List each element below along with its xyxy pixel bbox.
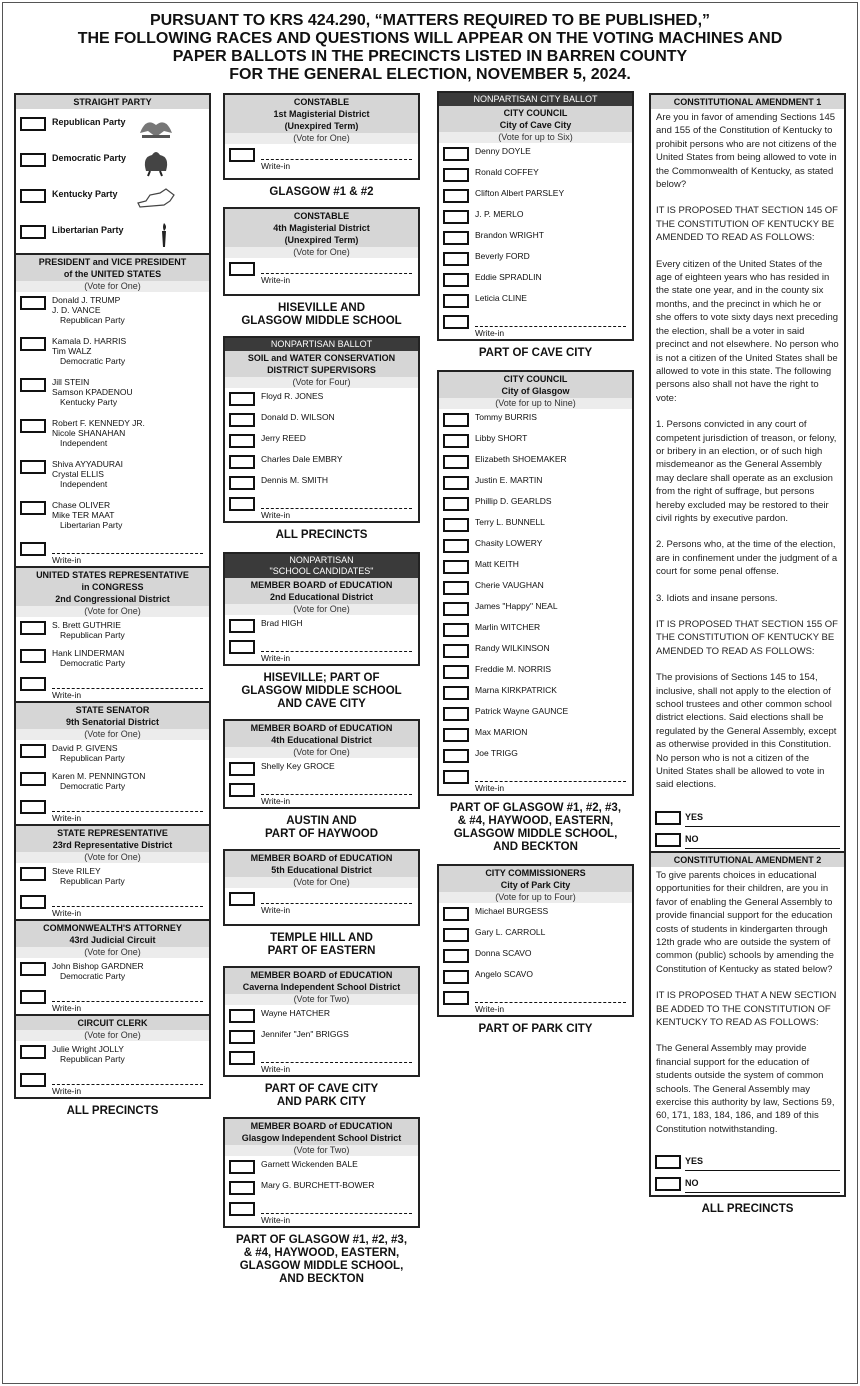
candidate-row: Freddie M. NORRIS bbox=[439, 661, 632, 682]
precinct-footer: HISEVILLE AND GLASGOW MIDDLE SCHOOL bbox=[241, 302, 402, 327]
write-in-row: Write-in bbox=[225, 636, 418, 664]
checkbox[interactable] bbox=[443, 749, 469, 763]
amendment-paragraph: Every citizen of the United States of the age of eighteen years who has resided in the state one year, and in the county six months, and the precinct in which he or she offers to vote sixty days next preceding the election, shall be a voter in said precinct and not elsewhere. No person who is not a citizen of the United States shall be allowed to vote in this state. The following persons also shall not have the right to vote: bbox=[656, 258, 839, 404]
candidate-row: Chasity LOWERY bbox=[439, 535, 632, 556]
checkbox[interactable] bbox=[443, 273, 469, 287]
checkbox[interactable] bbox=[443, 497, 469, 511]
candidate-row: J. P. MERLO bbox=[439, 206, 632, 227]
checkbox[interactable] bbox=[229, 455, 255, 469]
caverna-board-box: MEMBER BOARD of EDUCATION Caverna Independent School District (Vote for Two) Wayne HATCHER Jennifer "Jen" BRIGGS Write-in bbox=[223, 966, 420, 1077]
write-in-row: Write-in bbox=[225, 888, 418, 924]
candidate-row: Justin E. MARTIN bbox=[439, 472, 632, 493]
candidate-row: Donald D. WILSON bbox=[225, 409, 418, 430]
checkbox[interactable] bbox=[655, 833, 681, 847]
amendment-2-box bbox=[649, 853, 846, 1197]
checkbox[interactable] bbox=[229, 1009, 255, 1023]
checkbox[interactable] bbox=[443, 623, 469, 637]
candidate-row: Marlin WITCHER bbox=[439, 619, 632, 640]
checkbox[interactable] bbox=[443, 476, 469, 490]
section-header: CONSTABLE 1st Magisterial District (Unexpired Term) bbox=[225, 95, 418, 133]
candidate-row: John Bishop GARDNER Democratic Party bbox=[16, 958, 209, 986]
write-in-row: Write-in bbox=[439, 311, 632, 339]
checkbox[interactable] bbox=[20, 501, 46, 515]
candidate-row: Randy WILKINSON bbox=[439, 640, 632, 661]
candidate-row: Matt KEITH bbox=[439, 556, 632, 577]
checkbox[interactable] bbox=[443, 168, 469, 182]
candidate-row: Libby SHORT bbox=[439, 430, 632, 451]
attorney-box: COMMONWEALTH'S ATTORNEY 43rd Judicial Circuit (Vote for One) John Bishop GARDNER Democratic Party Write-in bbox=[14, 921, 211, 1016]
section-header: CIRCUIT CLERK bbox=[16, 1016, 209, 1030]
party-republican: Republican Party bbox=[16, 109, 209, 145]
amendment-paragraph: The General Assembly may provide financial support for the education of students outside the system of common schools. The General Assembly may exercise this authority by law, Sections 59, 60, 171, 183, 184, 186, and 189 of this Constitution notwithstanding. bbox=[656, 1043, 835, 1135]
nonpartisan-banner: NONPARTISAN "SCHOOL CANDIDATES" bbox=[225, 554, 418, 578]
president-box: PRESIDENT and VICE PRESIDENT of the UNITED STATES (Vote for One) Donald J. TRUMP J. D. VANCE Republican Party Kamala D. HARRIS Tim WALZ Democratic Party Jill STEIN Samson KPADENOU Kentucky Party Robert F. KENNEDY JR. Nicole SHANAHAN Independent Shiva AYYADURAI Crystal ELLIS Independent Chase OLIVER Mike TER MAAT Libertarian Party Write-in bbox=[14, 255, 211, 568]
precinct-footer: PART OF PARK CITY bbox=[478, 1023, 593, 1035]
candidate-row: Jerry REED bbox=[225, 430, 418, 451]
checkbox[interactable] bbox=[229, 1202, 255, 1216]
checkbox[interactable] bbox=[229, 640, 255, 654]
checkbox[interactable] bbox=[443, 210, 469, 224]
checkbox[interactable] bbox=[20, 621, 46, 635]
section-header: CITY COMMISSIONERS City of Park City bbox=[439, 866, 632, 892]
candidate-row: Jill STEIN Samson KPADENOU Kentucky Party bbox=[16, 374, 209, 415]
straight-party-box bbox=[14, 93, 211, 255]
precinct-footer: PART OF CAVE CITY bbox=[478, 347, 593, 359]
checkbox[interactable] bbox=[443, 707, 469, 721]
senator-box: STATE SENATOR 9th Senatorial District (Vote for One) David P. GIVENS Republican Party Karen M. PENNINGTON Democratic Party Write-in bbox=[14, 703, 211, 826]
section-header: MEMBER BOARD of EDUCATION Glasgow Independent School District bbox=[225, 1119, 418, 1145]
write-in-row: Write-in bbox=[16, 1069, 209, 1097]
section-header: STRAIGHT PARTY bbox=[16, 95, 209, 109]
candidate-row: Donna SCAVO bbox=[439, 945, 632, 966]
amendment-paragraph: To give parents choices in educational opportunities for their children, are you in favor of enabling the General Assembly to provide financial support for the education costs of students in kindergarten through 12th grade who are outside the system of common (public) schools by amending the Constitution of Kentucky as stated below? bbox=[656, 869, 834, 975]
checkbox[interactable] bbox=[655, 1177, 681, 1191]
checkbox[interactable] bbox=[20, 419, 46, 433]
checkbox[interactable] bbox=[20, 677, 46, 691]
checkbox[interactable] bbox=[229, 619, 255, 633]
column-4 bbox=[649, 93, 846, 1216]
candidate-row: Denny DOYLE bbox=[439, 143, 632, 164]
candidate-row: Angelo SCAVO bbox=[439, 966, 632, 987]
checkbox[interactable] bbox=[20, 189, 46, 203]
candidate-row: Terry L. BUNNELL bbox=[439, 514, 632, 535]
candidate-row: Marna KIRKPATRICK bbox=[439, 682, 632, 703]
checkbox[interactable] bbox=[443, 602, 469, 616]
checkbox[interactable] bbox=[443, 928, 469, 942]
no-option: NO bbox=[651, 1173, 844, 1195]
glasgow-independent-board-box: MEMBER BOARD of EDUCATION Glasgow Independent School District (Vote for Two) Garnett Wickenden BALE Mary G. BURCHETT-BOWER Write-in bbox=[223, 1117, 420, 1228]
section-header: MEMBER BOARD of EDUCATION Caverna Independent School District bbox=[225, 968, 418, 994]
candidate-row: Donald J. TRUMP J. D. VANCE Republican Party bbox=[16, 292, 209, 333]
precinct-footer: GLASGOW #1 & #2 bbox=[269, 186, 374, 198]
candidate-row: Shelly Key GROCE bbox=[225, 758, 418, 779]
write-in-row: Write-in bbox=[225, 1198, 418, 1226]
candidate-row: Kamala D. HARRIS Tim WALZ Democratic Party bbox=[16, 333, 209, 374]
checkbox[interactable] bbox=[229, 413, 255, 427]
precinct-footer: ALL PRECINCTS bbox=[275, 529, 368, 541]
candidate-row: Garnett Wickenden BALE bbox=[225, 1156, 418, 1177]
checkbox[interactable] bbox=[20, 1045, 46, 1059]
candidate-row: Charles Dale EMBRY bbox=[225, 451, 418, 472]
checkbox[interactable] bbox=[229, 262, 255, 276]
checkbox[interactable] bbox=[443, 518, 469, 532]
candidate-row: Leticia CLINE bbox=[439, 290, 632, 311]
checkbox[interactable] bbox=[443, 413, 469, 427]
checkbox[interactable] bbox=[229, 434, 255, 448]
school-district-5-box: MEMBER BOARD of EDUCATION 5th Educational District (Vote for One) Write-in bbox=[223, 849, 420, 926]
write-in-row: Write-in bbox=[16, 673, 209, 701]
amendment-paragraph: The provisions of Sections 145 to 154, inclusive, shall not apply to the election of school trustees and other common school district elections. Said elections shall be regulated by the General Assembly, except as otherwise provided in this Constitution. No person who is not a citizen of the United States shall be allowed to vote in said elections. bbox=[656, 672, 837, 791]
checkbox[interactable] bbox=[443, 728, 469, 742]
candidate-row: Michael BURGESS bbox=[439, 903, 632, 924]
checkbox[interactable] bbox=[443, 315, 469, 329]
amendment-paragraph: IT IS PROPOSED THAT SECTION 155 OF THE CONSTITUTION OF KENTUCKY BE AMENDED TO READ AS FOLLOWS: bbox=[656, 619, 838, 657]
checkbox[interactable] bbox=[443, 560, 469, 574]
checkbox[interactable] bbox=[443, 147, 469, 161]
precinct-footer: ALL PRECINCTS bbox=[701, 1203, 794, 1216]
checkbox[interactable] bbox=[20, 1073, 46, 1087]
party-democratic: Democratic Party bbox=[16, 145, 209, 181]
checkbox[interactable] bbox=[443, 252, 469, 266]
write-in-row: Write-in bbox=[225, 258, 418, 294]
nonpartisan-banner: NONPARTISAN CITY BALLOT bbox=[439, 93, 632, 106]
section-header: CONSTITUTIONAL AMENDMENT 2 bbox=[651, 853, 844, 867]
checkbox[interactable] bbox=[229, 476, 255, 490]
section-header: CONSTITUTIONAL AMENDMENT 1 bbox=[651, 95, 844, 109]
candidate-row: Beverly FORD bbox=[439, 248, 632, 269]
candidate-row: Elizabeth SHOEMAKER bbox=[439, 451, 632, 472]
glasgow-council-box: CITY COUNCIL City of Glasgow (Vote for up to Nine) Tommy BURRIS Libby SHORT Elizabeth SHOEMAKER Justin E. MARTIN Phillip D. GEARLDS Terry L. BUNNELL Chasity LOWERY Matt KEITH Cherie VAUGHAN James "Happy" NEAL Marlin WITCHER Randy WILKINSON Freddie M. NORRIS Marna KIRKPATRICK Patrick Wayne GAUNCE Max MARION Joe TRIGG Write-in bbox=[437, 370, 634, 796]
yes-option: YES bbox=[651, 807, 844, 829]
candidate-row: Wayne HATCHER bbox=[225, 1005, 418, 1026]
write-in-row: Write-in bbox=[225, 779, 418, 807]
candidate-row: David P. GIVENS Republican Party bbox=[16, 740, 209, 768]
column-1 bbox=[14, 93, 211, 1118]
checkbox[interactable] bbox=[20, 296, 46, 310]
candidate-row: Hank LINDERMAN Democratic Party bbox=[16, 645, 209, 673]
soil-water-box: NONPARTISAN BALLOT SOIL and WATER CONSERVATION DISTRICT SUPERVISORS (Vote for Four) Floyd R. JONES Donald D. WILSON Jerry REED Charles Dale EMBRY Dennis M. SMITH Write-in bbox=[223, 336, 420, 523]
page-title: PURSUANT TO KRS 424.290, “MATTERS REQUIRED TO BE PUBLISHED,” THE FOLLOWING RACES AND QUESTIONS WILL APPEAR ON THE VOTING MACHINES AND PAPER BALLOTS IN THE PRECINCTS LISTED IN BARREN COUNTY FOR THE GENERAL ELECTION, NOVEMBER 5, 2024. bbox=[77, 12, 783, 83]
candidate-row: Floyd R. JONES bbox=[225, 388, 418, 409]
congress-box: UNITED STATES REPRESENTATIVE in CONGRESS 2nd Congressional District (Vote for One) S. Brett GUTHRIE Republican Party Hank LINDERMAN Democratic Party Write-in bbox=[14, 568, 211, 703]
checkbox[interactable] bbox=[443, 231, 469, 245]
checkbox[interactable] bbox=[20, 962, 46, 976]
section-header: MEMBER BOARD of EDUCATION 4th Educational District bbox=[225, 721, 418, 747]
checkbox[interactable] bbox=[443, 991, 469, 1005]
write-in-row: Write-in bbox=[225, 144, 418, 178]
candidate-row: Karen M. PENNINGTON Democratic Party bbox=[16, 768, 209, 796]
section-header: MEMBER BOARD of EDUCATION 2nd Educational District bbox=[225, 578, 418, 604]
amendment-text bbox=[651, 109, 844, 807]
checkbox[interactable] bbox=[229, 497, 255, 511]
checkbox[interactable] bbox=[20, 378, 46, 392]
checkbox[interactable] bbox=[443, 644, 469, 658]
checkbox[interactable] bbox=[20, 460, 46, 474]
checkbox[interactable] bbox=[229, 1051, 255, 1065]
candidate-row: Patrick Wayne GAUNCE bbox=[439, 703, 632, 724]
amendment-paragraph: IT IS PROPOSED THAT SECTION 145 OF THE CONSTITUTION OF KENTUCKY BE AMENDED TO READ AS FOLLOWS: bbox=[656, 205, 838, 244]
write-in-row: Write-in bbox=[16, 891, 209, 919]
party-kentucky: Kentucky Party bbox=[16, 181, 209, 217]
precinct-footer: HISEVILLE; PART OF GLASGOW MIDDLE SCHOOL AND CAVE CITY bbox=[241, 672, 402, 710]
checkbox[interactable] bbox=[655, 811, 681, 825]
section-header: STATE REPRESENTATIVE 23rd Representative District bbox=[16, 826, 209, 852]
checkbox[interactable] bbox=[443, 294, 469, 308]
no-option: NO bbox=[651, 829, 844, 851]
candidate-list bbox=[439, 903, 632, 987]
nonpartisan-banner: NONPARTISAN BALLOT bbox=[225, 338, 418, 351]
amendment-paragraph: 1. Persons convicted in any court of competent jurisdiction of treason, or felony, or bribery in an election, or of such high misdemeanor as the General Assembly may declare shall operate as an exclusion from the right of suffrage, but persons hereby excluded may be restored to their civil rights by executive pardon. bbox=[656, 419, 837, 524]
write-in-row: Write-in bbox=[439, 766, 632, 794]
torch-icon bbox=[136, 219, 176, 249]
candidate-row: James "Happy" NEAL bbox=[439, 598, 632, 619]
section-header: CITY COUNCIL City of Glasgow bbox=[439, 372, 632, 398]
candidate-row: S. Brett GUTHRIE Republican Party bbox=[16, 617, 209, 645]
cave-city-council-box: NONPARTISAN CITY BALLOT CITY COUNCIL City of Cave City (Vote for up to Six) Denny DOYLE Ronald COFFEY Clifton Albert PARSLEY J. P. MERLO Brandon WRIGHT Beverly FORD Eddie SPRADLIN Leticia CLINE Write-in bbox=[437, 91, 634, 341]
amendment-paragraph: IT IS PROPOSED THAT A NEW SECTION BE ADDED TO THE CONSTITUTION OF KENTUCKY TO READ AS FOLLOWS: bbox=[656, 990, 837, 1028]
checkbox[interactable] bbox=[443, 665, 469, 679]
candidate-row: Mary G. BURCHETT-BOWER bbox=[225, 1177, 418, 1198]
checkbox[interactable] bbox=[443, 949, 469, 963]
candidate-list bbox=[439, 409, 632, 766]
candidate-row: Ronald COFFEY bbox=[439, 164, 632, 185]
candidate-row: Clifton Albert PARSLEY bbox=[439, 185, 632, 206]
candidate-row: Dennis M. SMITH bbox=[225, 472, 418, 493]
candidate-row: Shiva AYYADURAI Crystal ELLIS Independent bbox=[16, 456, 209, 497]
section-header: SOIL and WATER CONSERVATION DISTRICT SUPERVISORS bbox=[225, 351, 418, 377]
candidate-row: Eddie SPRADLIN bbox=[439, 269, 632, 290]
checkbox[interactable] bbox=[20, 542, 46, 556]
checkbox[interactable] bbox=[229, 1160, 255, 1174]
eagle-icon bbox=[136, 111, 176, 141]
precinct-footer: ALL PRECINCTS bbox=[66, 1105, 159, 1117]
precinct-footer: PART OF CAVE CITY AND PARK CITY bbox=[264, 1083, 379, 1108]
state-rep-box: STATE REPRESENTATIVE 23rd Representative District (Vote for One) Steve RILEY Republican Party Write-in bbox=[14, 826, 211, 921]
checkbox[interactable] bbox=[20, 744, 46, 758]
checkbox[interactable] bbox=[20, 895, 46, 909]
section-header: CITY COUNCIL City of Cave City bbox=[439, 106, 632, 132]
checkbox[interactable] bbox=[20, 800, 46, 814]
kentucky-state-icon bbox=[136, 183, 176, 213]
checkbox[interactable] bbox=[229, 1030, 255, 1044]
checkbox[interactable] bbox=[20, 772, 46, 786]
section-header: CONSTABLE 4th Magisterial District (Unexpired Term) bbox=[225, 209, 418, 247]
checkbox[interactable] bbox=[229, 148, 255, 162]
candidate-row: Chase OLIVER Mike TER MAAT Libertarian Party bbox=[16, 497, 209, 538]
checkbox[interactable] bbox=[229, 392, 255, 406]
write-in-row: Write-in bbox=[16, 796, 209, 824]
write-in-row: Write-in bbox=[225, 1047, 418, 1075]
checkbox[interactable] bbox=[20, 153, 46, 167]
checkbox[interactable] bbox=[443, 539, 469, 553]
precinct-footer: PART OF GLASGOW #1, #2, #3, & #4, HAYWOOD, EASTERN, GLASGOW MIDDLE SCHOOL, AND BECKTON bbox=[449, 802, 622, 853]
amendment-text bbox=[651, 867, 844, 1151]
checkbox[interactable] bbox=[20, 990, 46, 1004]
yes-option: YES bbox=[651, 1151, 844, 1173]
checkbox[interactable] bbox=[443, 770, 469, 784]
section-header: UNITED STATES REPRESENTATIVE in CONGRESS 2nd Congressional District bbox=[16, 568, 209, 606]
candidate-row: Robert F. KENNEDY JR. Nicole SHANAHAN Independent bbox=[16, 415, 209, 456]
section-header: PRESIDENT and VICE PRESIDENT of the UNITED STATES bbox=[16, 255, 209, 281]
checkbox[interactable] bbox=[443, 189, 469, 203]
candidate-row: Julie Wright JOLLY Republican Party bbox=[16, 1041, 209, 1069]
amendment-1-box bbox=[649, 93, 846, 853]
candidate-row: Jennifer "Jen" BRIGGS bbox=[225, 1026, 418, 1047]
checkbox[interactable] bbox=[443, 686, 469, 700]
candidate-row: Gary L. CARROLL bbox=[439, 924, 632, 945]
candidate-row: Brad HIGH bbox=[225, 615, 418, 636]
write-in-row: Write-in bbox=[439, 987, 632, 1015]
school-district-4-box: MEMBER BOARD of EDUCATION 4th Educational District (Vote for One) Shelly Key GROCE Write-in bbox=[223, 719, 420, 809]
amendment-paragraph: 2. Persons who, at the time of the election, are in confinement under the judgment of a court for some penal offense. bbox=[656, 539, 838, 578]
checkbox[interactable] bbox=[229, 783, 255, 797]
candidate-row: Phillip D. GEARLDS bbox=[439, 493, 632, 514]
checkbox[interactable] bbox=[443, 970, 469, 984]
checkbox[interactable] bbox=[229, 1181, 255, 1195]
column-3 bbox=[437, 91, 634, 1036]
constable-1-box: CONSTABLE 1st Magisterial District (Unexpired Term) (Vote for One) Write-in bbox=[223, 93, 420, 180]
clerk-box: CIRCUIT CLERK (Vote for One) Julie Wright JOLLY Republican Party Write-in bbox=[14, 1016, 211, 1099]
write-in-row: Write-in bbox=[225, 493, 418, 521]
rooster-icon bbox=[136, 147, 176, 177]
checkbox[interactable] bbox=[655, 1155, 681, 1169]
write-in-row: Write-in bbox=[16, 986, 209, 1014]
checkbox[interactable] bbox=[443, 907, 469, 921]
checkbox[interactable] bbox=[443, 455, 469, 469]
checkbox[interactable] bbox=[20, 649, 46, 663]
candidate-row: Steve RILEY Republican Party bbox=[16, 863, 209, 891]
write-in-row: Write-in bbox=[16, 538, 209, 566]
candidate-list bbox=[439, 143, 632, 311]
checkbox[interactable] bbox=[229, 762, 255, 776]
amendment-paragraph: Are you in favor of amending Sections 145 and 155 of the Constitution of Kentucky to prohibit persons who are not citizens of the United States from being allowed to vote in the Commonwealth of Kentucky, as stated below? bbox=[656, 112, 837, 191]
column-2 bbox=[223, 93, 420, 1286]
park-city-commissioners-box: CITY COMMISSIONERS City of Park City (Vote for up to Four) Michael BURGESS Gary L. CARROLL Donna SCAVO Angelo SCAVO Write-in bbox=[437, 864, 634, 1017]
section-header: MEMBER BOARD of EDUCATION 5th Educational District bbox=[225, 851, 418, 877]
checkbox[interactable] bbox=[443, 434, 469, 448]
section-header: COMMONWEALTH'S ATTORNEY 43rd Judicial Circuit bbox=[16, 921, 209, 947]
candidate-row: Tommy BURRIS bbox=[439, 409, 632, 430]
party-libertarian: Libertarian Party bbox=[16, 217, 209, 253]
checkbox[interactable] bbox=[20, 225, 46, 239]
checkbox[interactable] bbox=[20, 867, 46, 881]
candidate-row: Cherie VAUGHAN bbox=[439, 577, 632, 598]
precinct-footer: PART OF GLASGOW #1, #2, #3, & #4, HAYWOOD, EASTERN, GLASGOW MIDDLE SCHOOL, AND BECKTON bbox=[235, 1234, 408, 1285]
candidate-row: Max MARION bbox=[439, 724, 632, 745]
amendment-paragraph: 3. Idiots and insane persons. bbox=[656, 592, 778, 604]
candidate-row: Joe TRIGG bbox=[439, 745, 632, 766]
precinct-footer: TEMPLE HILL AND PART OF EASTERN bbox=[267, 932, 376, 957]
section-header: STATE SENATOR 9th Senatorial District bbox=[16, 703, 209, 729]
candidate-row: Brandon WRIGHT bbox=[439, 227, 632, 248]
checkbox[interactable] bbox=[229, 892, 255, 906]
constable-4-box: CONSTABLE 4th Magisterial District (Unexpired Term) (Vote for One) Write-in bbox=[223, 207, 420, 296]
precinct-footer: AUSTIN AND PART OF HAYWOOD bbox=[264, 815, 379, 840]
checkbox[interactable] bbox=[443, 581, 469, 595]
checkbox[interactable] bbox=[20, 337, 46, 351]
checkbox[interactable] bbox=[20, 117, 46, 131]
school-district-2-box: NONPARTISAN "SCHOOL CANDIDATES" MEMBER BOARD of EDUCATION 2nd Educational District (Vote for One) Brad HIGH Write-in bbox=[223, 552, 420, 666]
